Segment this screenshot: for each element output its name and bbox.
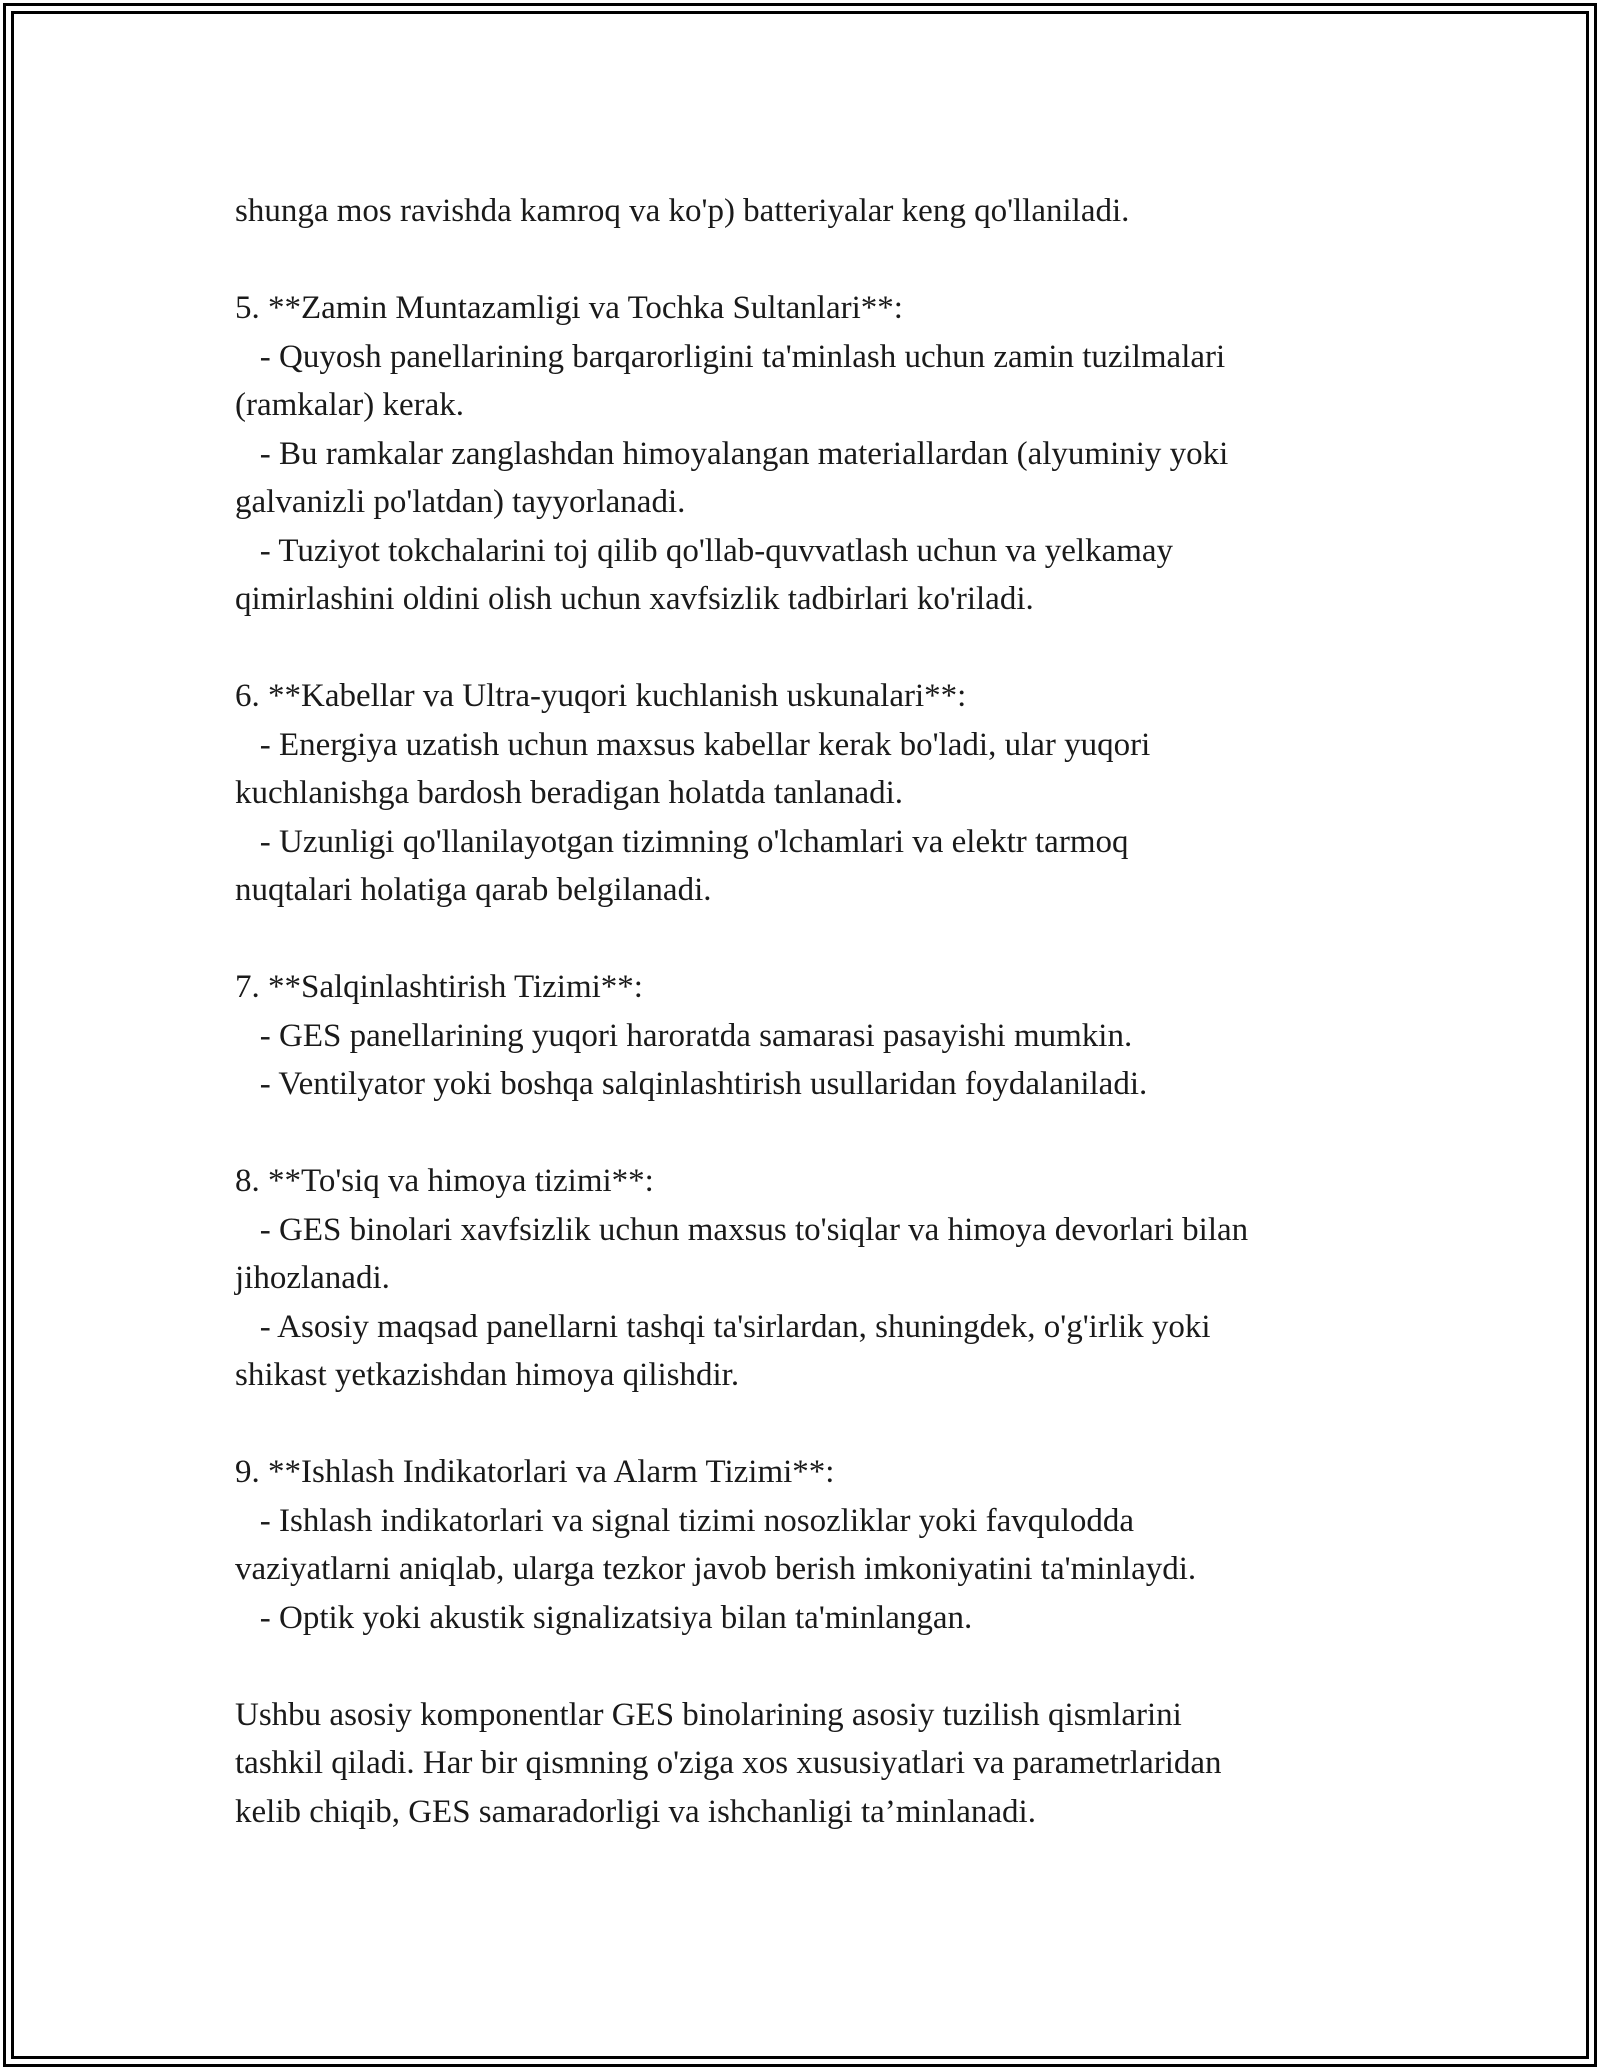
text-line: (ramkalar) kerak.: [235, 387, 465, 423]
text-line: vaziyatlarni aniqlab, ularga tezkor javob berish imkoniyatini ta'minlaydi.: [235, 1551, 1197, 1587]
text-line: - GES panellarining yuqori haroratda samarasi pasayishi mumkin.: [235, 1017, 1133, 1054]
section-heading: 5. **Zamin Muntazamligi va Tochka Sultanlari**:: [235, 290, 903, 326]
document-body: [235, 187, 1415, 1836]
paragraph-gap: [235, 1109, 1415, 1158]
text-line: shikast yetkazishdan himoya qilishdir.: [235, 1357, 740, 1393]
text-line: qimirlashini oldini olish uchun xavfsizlik tadbirlari ko'riladi.: [235, 581, 1034, 617]
text-line: shunga mos ravishda kamroq va ko'p) batteriyalar keng qo'llaniladi.: [235, 193, 1130, 229]
text-line: - Uzunligi qo'llanilayotgan tizimning o'lchamlari va elektr tarmoq: [235, 823, 1129, 860]
text-line: galvanizli po'latdan) tayyorlanadi.: [235, 484, 686, 520]
section-heading: 7. **Salqinlashtirish Tizimi**:: [235, 969, 643, 1005]
text-line: nuqtalari holatiga qarab belgilanadi.: [235, 872, 712, 908]
text-line: - Optik yoki akustik signalizatsiya bilan ta'minlangan.: [235, 1599, 973, 1636]
conclusion-line: kelib chiqib, GES samaradorligi va ishchanligi ta’minlanadi.: [235, 1793, 1036, 1830]
paragraph-gap: [235, 236, 1415, 285]
text-line: - Quyosh panellarining barqarorligini ta'minlash uchun zamin tuzilmalari: [235, 338, 1226, 375]
text-line: kuchlanishga bardosh beradigan holatda tanlanadi.: [235, 775, 904, 811]
text-line: jihozlanadi.: [235, 1260, 390, 1296]
text-line: - Energiya uzatish uchun maxsus kabellar kerak bo'ladi, ular yuqori: [235, 726, 1151, 763]
section-heading: 9. **Ishlash Indikatorlari va Alarm Tizimi**:: [235, 1454, 835, 1490]
paragraph-gap: [235, 1400, 1415, 1449]
text-line: - Bu ramkalar zanglashdan himoyalangan materiallardan (alyuminiy yoki: [235, 435, 1229, 472]
section-heading: 6. **Kabellar va Ultra-yuqori kuchlanish uskunalari**:: [235, 678, 967, 714]
text-line: - Tuziyot tokchalarini toj qilib qo'llab-quvvatlash uchun va yelkamay: [235, 532, 1174, 569]
paragraph-gap: [235, 1642, 1415, 1691]
section-heading: 8. **To'siq va himoya tizimi**:: [235, 1163, 654, 1199]
text-line: - GES binolari xavfsizlik uchun maxsus to'siqlar va himoya devorlari bilan: [235, 1211, 1249, 1248]
conclusion-line: Ushbu asosiy komponentlar GES binolarining asosiy tuzilish qismlarini: [235, 1696, 1182, 1733]
text-line: - Ventilyator yoki boshqa salqinlashtirish usullaridan foydalaniladi.: [235, 1066, 1148, 1102]
paragraph-gap: [235, 915, 1415, 964]
text-line: - Asosiy maqsad panellarni tashqi ta'sirlardan, shuningdek, o'g'irlik yoki: [235, 1308, 1211, 1345]
conclusion-line: tashkil qiladi. Har bir qismning o'ziga xos xususiyatlari va parametrlaridan: [235, 1745, 1222, 1781]
paragraph-gap: [235, 624, 1415, 673]
text-line: - Ishlash indikatorlari va signal tizimi nosozliklar yoki favqulodda: [235, 1502, 1135, 1539]
